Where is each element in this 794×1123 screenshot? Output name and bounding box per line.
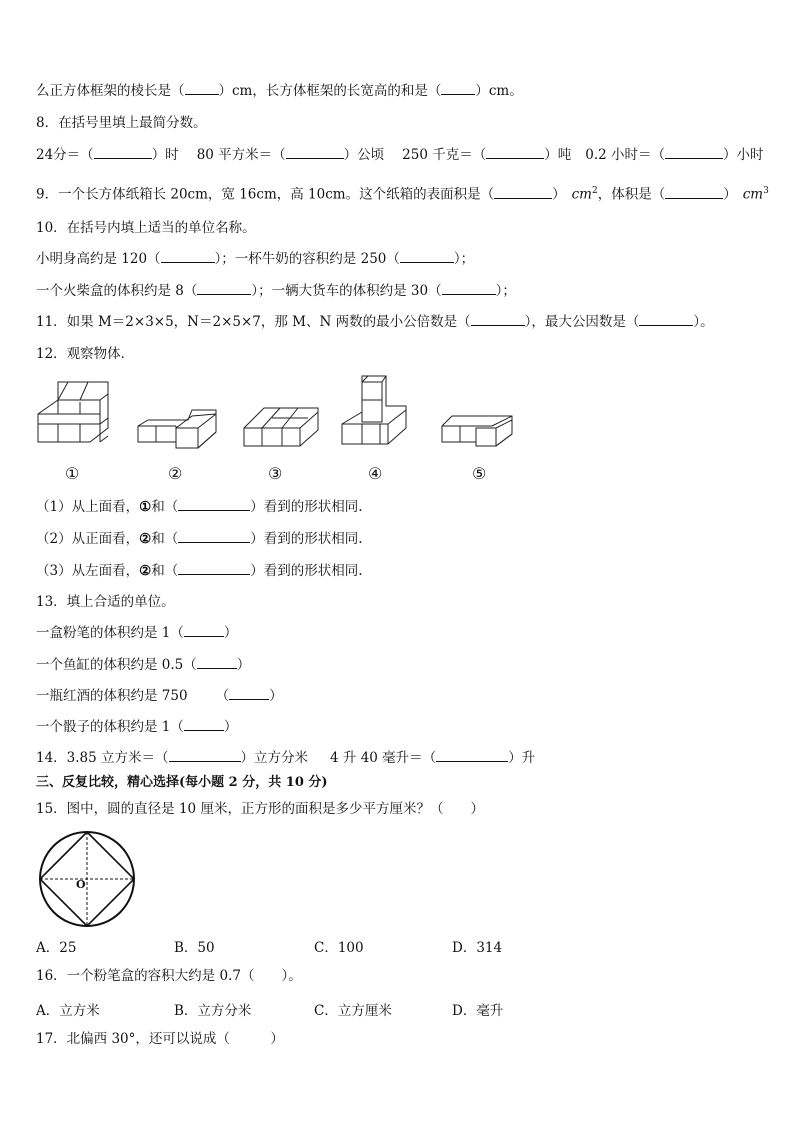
text: ），最大公因数是（	[524, 314, 640, 330]
text: ）看到的形状相同.	[250, 563, 363, 579]
q8-items	[36, 146, 764, 164]
text: 11．如果 M＝2×3×5，N＝2×5×7，那 M、N 两数的最小公倍数是（	[36, 314, 471, 330]
q13-b	[36, 656, 250, 674]
q15-choice-a[interactable]: A．25	[36, 940, 77, 956]
text: ）	[223, 625, 238, 641]
answer-blank[interactable]	[486, 146, 544, 159]
answer-blank[interactable]	[178, 530, 250, 543]
circle-square-figure	[36, 830, 140, 928]
answer-blank[interactable]	[665, 186, 723, 199]
text: 9．一个长方体纸箱长 20cm，宽 16cm，高 10cm。这个纸箱的表面积是（	[36, 186, 495, 203]
q12-1	[36, 498, 363, 516]
q13-a	[36, 624, 237, 642]
text: 一盒粉笔的体积约是 1（	[36, 625, 184, 641]
cube-figure-2	[138, 410, 216, 448]
text: ）立方分米	[240, 750, 309, 766]
text: 一瓶红酒的体积约是 750	[36, 688, 188, 704]
text: （	[215, 688, 230, 704]
cube-figures	[30, 368, 530, 452]
text: （1）从上面看，	[36, 499, 140, 515]
answer-blank[interactable]	[197, 656, 237, 669]
q16-choice-d[interactable]: D．毫升	[452, 1003, 504, 1019]
text: ，体积是（	[597, 186, 666, 203]
answer-blank[interactable]	[639, 313, 693, 326]
cube-figure-4	[342, 376, 406, 444]
text: ）。	[693, 314, 714, 330]
text: ）小时	[723, 147, 764, 163]
answer-blank[interactable]	[436, 749, 508, 762]
answer-blank[interactable]	[161, 250, 215, 263]
text: ②	[139, 531, 152, 547]
text: ）cm，长方体框架的长宽高的和是（	[218, 83, 442, 99]
q16: 16．一个粉笔盒的容积大约是 0.7（ ）。	[36, 968, 302, 984]
text: 小明身高约是 120（	[36, 251, 161, 267]
answer-blank[interactable]	[178, 562, 250, 575]
text: 80 平方米＝（	[196, 147, 286, 163]
q17: 17．北偏西 30°，还可以说成（ ）	[36, 1031, 284, 1047]
circle-center-label: O	[76, 878, 86, 891]
q11	[36, 313, 714, 331]
q16-choice-b[interactable]: B．立方分米	[174, 1003, 252, 1019]
answer-blank[interactable]	[229, 687, 269, 700]
q9	[36, 182, 769, 204]
cube-figure-5	[442, 416, 512, 446]
q15-choice-d[interactable]: D．314	[452, 940, 503, 956]
q13-d	[36, 718, 237, 736]
figure-label-3: ③	[268, 464, 283, 483]
q12-2	[36, 530, 363, 548]
answer-blank[interactable]	[286, 146, 344, 159]
text: 和（	[151, 563, 179, 579]
section-3-heading: 三、反复比较，精心选择(每小题 2 分，共 10 分)	[36, 775, 328, 790]
q7-continuation	[36, 82, 523, 100]
text: 14．3.85 立方米＝（	[36, 750, 169, 766]
text: 和（	[151, 499, 179, 515]
text: （2）从正面看，	[36, 531, 140, 547]
unit: cm	[742, 186, 764, 203]
text: 250 千克＝（	[402, 147, 487, 163]
text: ）	[723, 186, 737, 203]
answer-blank[interactable]	[169, 749, 241, 762]
superscript: 3	[763, 186, 769, 196]
answer-blank[interactable]	[442, 282, 496, 295]
answer-blank[interactable]	[184, 624, 224, 637]
text: ）公顷	[343, 147, 385, 163]
figure-label-1: ①	[65, 464, 80, 483]
text: 一个火柴盒的体积约是 8（	[36, 283, 198, 299]
text: 一个骰子的体积约是 1（	[36, 719, 184, 735]
answer-blank[interactable]	[197, 282, 251, 295]
text: ）	[552, 186, 566, 203]
q16-choice-a[interactable]: A．立方米	[36, 1003, 100, 1019]
answer-blank[interactable]	[184, 718, 224, 731]
unit: cm	[571, 186, 592, 203]
text: 24分＝（	[36, 147, 94, 163]
answer-blank[interactable]	[400, 250, 454, 263]
q15-choice-b[interactable]: B．50	[174, 940, 215, 956]
q16-choice-c[interactable]: C．立方厘米	[314, 1003, 392, 1019]
text: ）看到的形状相同.	[250, 531, 363, 547]
q12-title: 12．观察物体．	[36, 346, 135, 362]
cube-figure-1	[38, 382, 108, 442]
text: ）；	[495, 283, 516, 299]
cube-figure-3	[244, 408, 318, 446]
text: ）升	[508, 750, 536, 766]
text: 4 升 40 毫升＝（	[330, 750, 437, 766]
q10-title: 10．在括号内填上适当的单位名称。	[36, 220, 256, 236]
q14	[36, 749, 535, 767]
text: （3）从左面看，	[36, 563, 140, 579]
answer-blank[interactable]	[471, 313, 525, 326]
text: ）吨	[544, 147, 572, 163]
q13-c	[36, 687, 283, 705]
text: 一个鱼缸的体积约是 0.5（	[36, 657, 197, 673]
figure-label-4: ④	[368, 464, 383, 483]
answer-blank[interactable]	[178, 498, 250, 511]
text: ）看到的形状相同.	[250, 499, 363, 515]
q10-b	[36, 282, 516, 300]
text: ）；一杯牛奶的容积约是 250（	[214, 251, 400, 267]
q12-3	[36, 562, 363, 580]
text: ①	[139, 499, 152, 515]
text: 和（	[151, 531, 179, 547]
q8-title: 8．在括号里填上最简分数。	[36, 115, 207, 131]
answer-blank[interactable]	[441, 82, 475, 95]
answer-blank[interactable]	[665, 146, 723, 159]
answer-blank[interactable]	[185, 82, 219, 95]
q13-title: 13．填上合适的单位。	[36, 594, 175, 610]
q10-a	[36, 250, 474, 268]
answer-blank[interactable]	[494, 186, 552, 199]
text: 么正方体框架的棱长是（	[36, 83, 185, 99]
text: ②	[139, 563, 152, 579]
text: ）	[223, 719, 238, 735]
figure-label-5: ⑤	[472, 464, 487, 483]
q15: 15．图中，圆的直径是 10 厘米，正方形的面积是多少平方厘米？（ ）	[36, 801, 484, 817]
text: ）cm。	[475, 83, 523, 99]
answer-blank[interactable]	[94, 146, 152, 159]
text: ）；	[453, 251, 475, 267]
text: ）	[236, 657, 251, 673]
text: ）时	[151, 147, 179, 163]
text: ）；一辆大货车的体积约是 30（	[251, 283, 442, 299]
superscript: 2	[591, 186, 598, 196]
figure-label-2: ②	[168, 464, 183, 483]
text: ）	[269, 688, 283, 704]
text: 0.2 小时＝（	[585, 147, 665, 163]
q15-choice-c[interactable]: C．100	[314, 940, 364, 956]
